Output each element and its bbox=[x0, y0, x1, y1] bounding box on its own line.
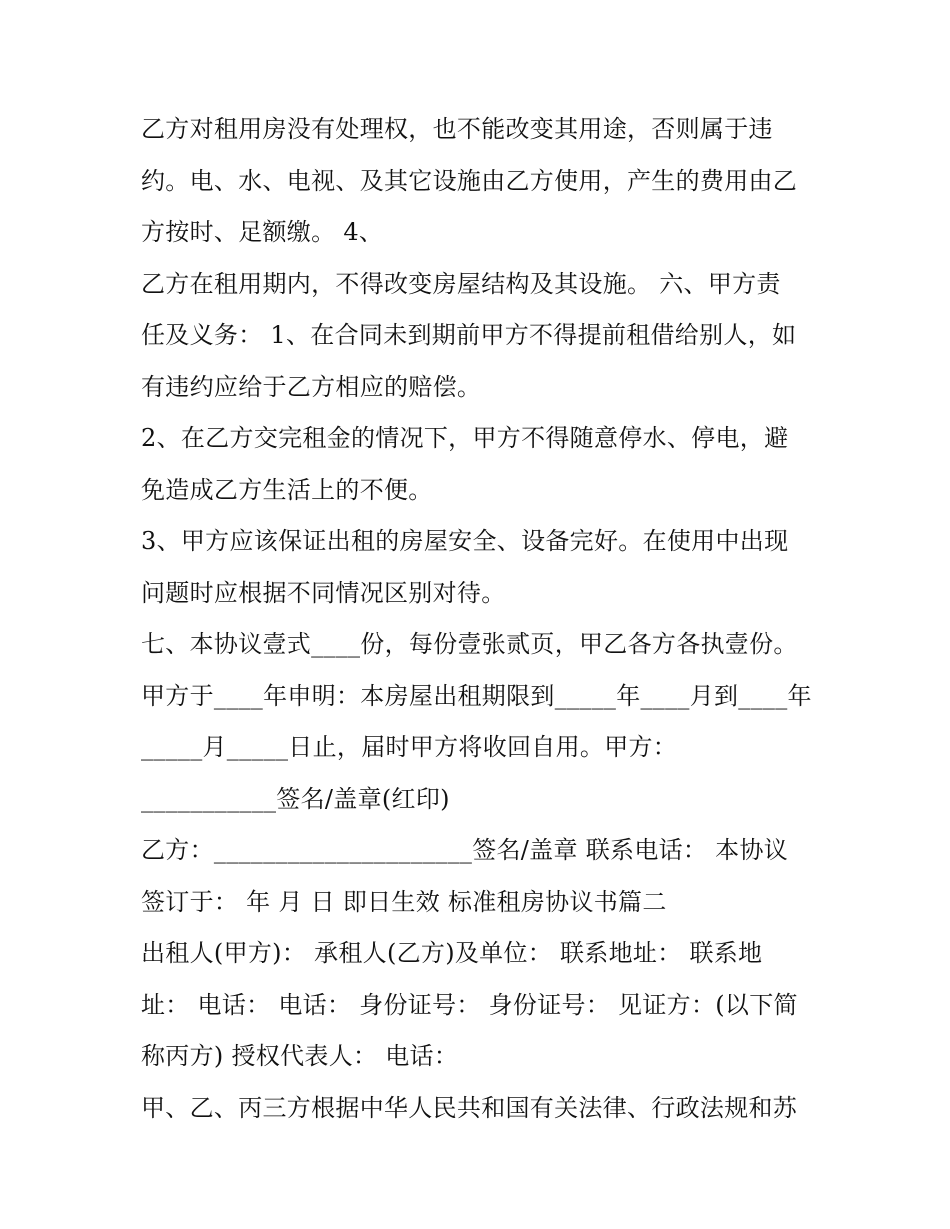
text-line: 约。电、水、电视、及其它设施由乙方使用，产生的费用由乙 bbox=[141, 166, 798, 195]
text-line: 有违约应给于乙方相应的赔偿。 bbox=[141, 372, 482, 401]
text-line: _____月_____日止，届时甲方将收回自用。甲方： bbox=[141, 733, 678, 761]
text-line: 问题时应根据不同情况区别对待。 bbox=[141, 578, 506, 607]
text-line: 3、甲方应该保证出租的房屋安全、设备完好。在使用中出现 bbox=[141, 527, 789, 555]
text-line: 签订于： 年 月 日 即日生效 标准租房协议书篇二 bbox=[141, 887, 667, 916]
text-line: 甲方于____年申明：本房屋出租期限到_____年____月到____年 bbox=[141, 681, 812, 710]
document-body bbox=[141, 104, 821, 1134]
text-line: 乙方对租用房没有处理权，也不能改变其用途，否则属于违 bbox=[141, 115, 773, 143]
text-line: 乙方：_____________________签名/盖章 联系电话： 本协议 bbox=[141, 836, 789, 864]
text-line: 甲、乙、丙三方根据中华人民共和国有关法律、行政法规和苏 bbox=[141, 1093, 798, 1122]
text-line: 出租人(甲方)： 承租人(乙方)及单位： 联系地址： 联系地 bbox=[141, 939, 763, 967]
text-line: 址： 电话： 电话： 身份证号： 身份证号： 见证方：(以下简 bbox=[141, 990, 798, 1019]
text-line: 方按时、足额缴。 4、 bbox=[141, 218, 384, 246]
text-line: 2、在乙方交完租金的情况下，甲方不得随意停水、停电，避 bbox=[141, 424, 789, 452]
text-line: 称丙方) 授权代表人： 电话： bbox=[141, 1042, 459, 1070]
text-line: 七、本协议壹式____份，每份壹张贰页，甲乙各方各执壹份。 bbox=[141, 630, 798, 658]
text-line: ___________签名/盖章(红印) bbox=[141, 784, 450, 813]
text-line: 乙方在租用期内，不得改变房屋结构及其设施。 六、甲方责 bbox=[141, 269, 781, 298]
text-line: 任及义务： 1、在合同未到期前甲方不得提前租借给别人，如 bbox=[141, 321, 797, 349]
text-line: 免造成乙方生活上的不便。 bbox=[141, 475, 433, 504]
